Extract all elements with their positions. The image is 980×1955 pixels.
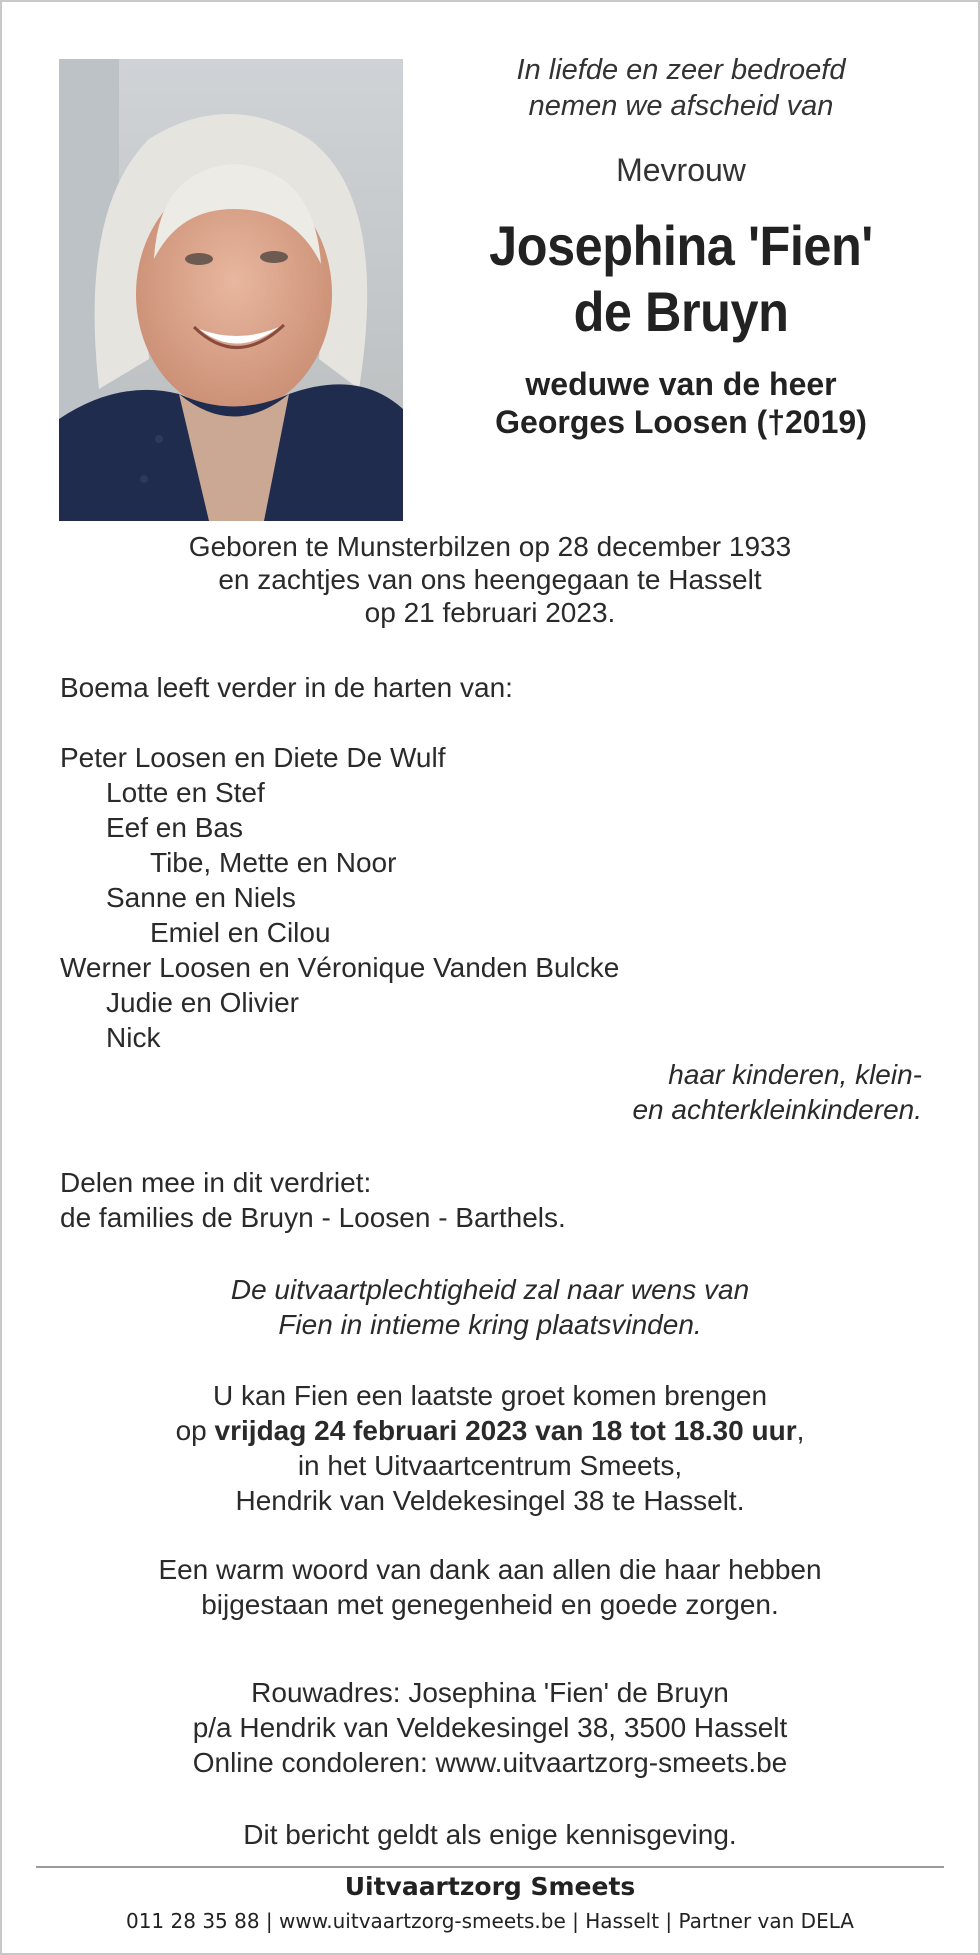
visit-line-date [2, 1413, 978, 1448]
family-member: Emiel en Cilou [150, 917, 331, 948]
birth-death-info [2, 530, 978, 629]
widow-line: Georges Loosen (†2019) [495, 404, 867, 440]
visit-line: U kan Fien een laatste groet komen brengen [212, 1380, 768, 1411]
visit-line: in het Uitvaartcentrum Smeets, [297, 1450, 683, 1481]
relation-line: haar kinderen, klein- [668, 1059, 922, 1090]
relation-line: en achterkleinkinderen. [632, 1094, 922, 1125]
widow-line: weduwe van de heer [525, 366, 837, 402]
header-block [422, 52, 940, 441]
sharing-line: de families de Bruyn - Loosen - Barthels. [60, 1202, 566, 1233]
family-member: Werner Loosen en Véronique Vanden Bulcke [60, 952, 620, 983]
sharing-line: Delen mee in dit verdriet: [60, 1167, 372, 1198]
family-member: Lotte en Stef [106, 777, 265, 808]
visit-datetime: vrijdag 24 februari 2023 van 18 tot 18.30 uur [214, 1415, 797, 1446]
thanks-line: Een warm woord van dank aan allen die haar hebben [158, 1554, 822, 1585]
funeral-line: De uitvaartplechtigheid zal naar wens van [230, 1274, 750, 1305]
intro-line: nemen we afscheid van [528, 90, 834, 122]
footer-divider [36, 1866, 944, 1868]
family-member: Nick [106, 1022, 161, 1053]
funeral-line: Fien in intieme kring plaatsvinden. [278, 1309, 702, 1340]
born-line: Geboren te Munsterbilzen op 28 december 1933 [188, 531, 792, 562]
family-list [60, 740, 930, 1055]
portrait-image [59, 59, 403, 521]
name-line: de Bruyn [573, 280, 789, 343]
family-member: Judie en Olivier [106, 987, 299, 1018]
family-member: Eef en Bas [106, 812, 243, 843]
visit-prefix: op [175, 1415, 215, 1446]
family-member: Sanne en Niels [106, 882, 296, 913]
born-line: op 21 februari 2023. [364, 597, 616, 628]
name-line: Josephina 'Fien' [489, 214, 873, 277]
visit-line: Hendrik van Veldekesingel 38 te Hasselt. [235, 1485, 745, 1516]
funeral-home-contact: 011 28 35 88 | www.uitvaartzorg-smeets.be | Hasselt | Partner van DELA [125, 1909, 854, 1933]
family-member: Tibe, Mette en Noor [150, 847, 397, 878]
sharing-families [60, 1165, 930, 1235]
family-member: Peter Loosen en Diete De Wulf [60, 742, 446, 773]
deceased-name [448, 213, 914, 345]
relation-note [632, 1057, 922, 1127]
visit-suffix: , [796, 1415, 805, 1446]
address-line: Rouwadres: Josephina 'Fien' de Bruyn [251, 1677, 729, 1708]
thanks-line: bijgestaan met genegenheid en goede zorgen. [201, 1589, 779, 1620]
address-line: Online condoleren: www.uitvaartzorg-smeets.be [192, 1747, 788, 1778]
address-line: p/a Hendrik van Veldekesingel 38, 3500 Hasselt [192, 1712, 788, 1743]
visitation-info [2, 1378, 978, 1518]
survivors-intro: Boema leeft verder in de harten van: [60, 672, 513, 703]
born-line: en zachtjes van ons heengegaan te Hasselt [218, 564, 762, 595]
funeral-home-name: Uitvaartzorg Smeets [344, 1872, 636, 1901]
notice-text: Dit bericht geldt als enige kennisgeving. [243, 1819, 737, 1850]
mourning-address [2, 1675, 978, 1780]
honorific: Mevrouw [616, 152, 746, 188]
funeral-note [2, 1272, 978, 1342]
widow-of [422, 365, 940, 441]
intro-line: In liefde en zeer bedroefd [516, 54, 846, 86]
portrait-photo [59, 59, 403, 521]
intro-text [422, 52, 940, 124]
thanks-note [2, 1552, 978, 1622]
